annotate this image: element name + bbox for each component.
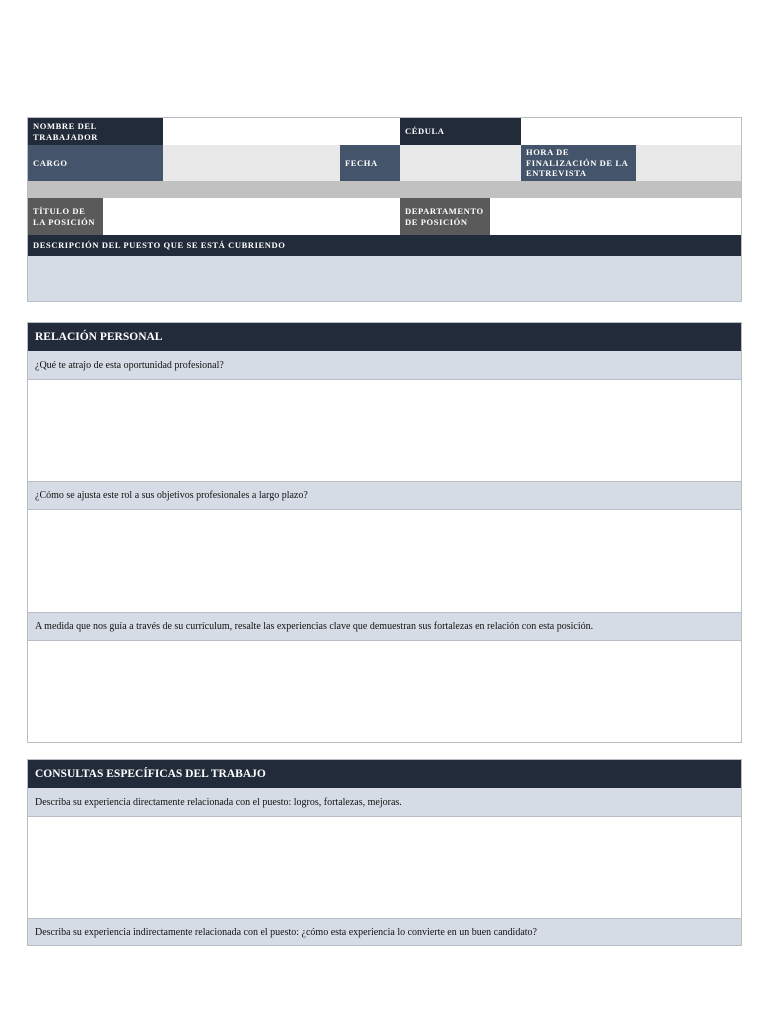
id-label: CÉDULA xyxy=(400,118,521,145)
question-attraction: ¿Qué te atrajo de esta oportunidad profesional? xyxy=(28,351,741,379)
end-time-label: HORA DE FINALIZACIÓN DE LA ENTREVISTA xyxy=(521,145,636,181)
worker-name-field[interactable] xyxy=(163,118,400,145)
job-section-header: CONSULTAS ESPECÍFICAS DEL TRABAJO xyxy=(28,760,741,788)
personal-section-header: RELACIÓN PERSONAL xyxy=(28,323,741,351)
description-field[interactable] xyxy=(28,256,741,301)
title-label: TÍTULO DE LA POSICIÓN xyxy=(28,198,103,235)
answer-attraction[interactable] xyxy=(28,379,741,481)
spacer-row xyxy=(28,181,741,198)
date-field[interactable] xyxy=(400,145,521,181)
date-label: FECHA xyxy=(340,145,400,181)
position-label: CARGO xyxy=(28,145,163,181)
department-field[interactable] xyxy=(490,198,741,235)
title-field[interactable] xyxy=(103,198,400,235)
end-time-field[interactable] xyxy=(636,145,741,181)
question-direct-experience: Describa su experiencia directamente relacionada con el puesto: logros, fortalezas, mejoras. xyxy=(28,788,741,816)
question-career-goals: ¿Cómo se ajusta este rol a sus objetivos profesionales a largo plazo? xyxy=(28,481,741,509)
question-indirect-experience: Describa su experiencia indirectamente relacionada con el puesto: ¿cómo esta experiencia lo convierte en un buen candidato? xyxy=(28,918,741,945)
worker-name-label: NOMBRE DEL TRABAJADOR xyxy=(28,118,163,145)
answer-direct-experience[interactable] xyxy=(28,816,741,918)
question-key-experiences: A medida que nos guía a través de su currículum, resalte las experiencias clave que demuestran sus fortalezas en relación con esta posición. xyxy=(28,612,741,640)
description-label: DESCRIPCIÓN DEL PUESTO QUE SE ESTÁ CUBRIENDO xyxy=(28,235,741,256)
answer-key-experiences[interactable] xyxy=(28,640,741,742)
answer-career-goals[interactable] xyxy=(28,509,741,612)
department-label: DEPARTAMENTO DE POSICIÓN xyxy=(400,198,490,235)
position-field[interactable] xyxy=(163,145,340,181)
id-field[interactable] xyxy=(521,118,741,145)
